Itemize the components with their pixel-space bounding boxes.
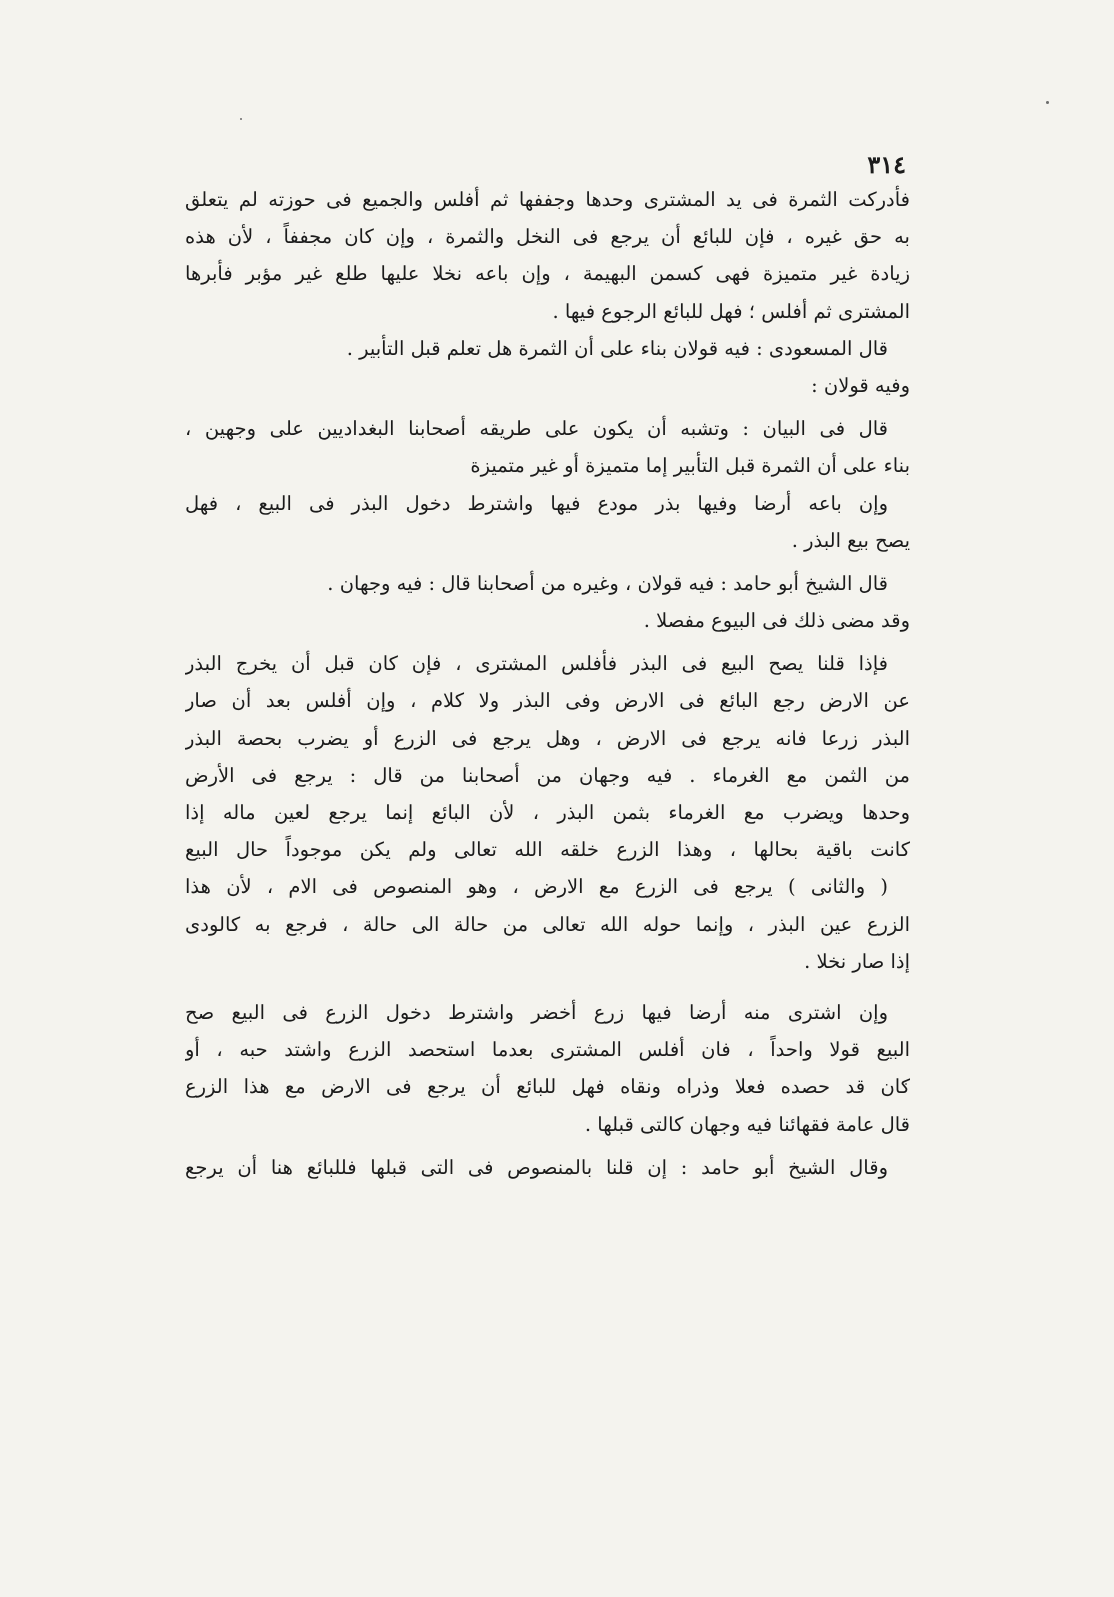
text-line: قال عامة فقهائنا فيه وجهان كالتى قبلها . xyxy=(584,1112,910,1136)
text-line: الزرع عين البذر ، وإنما حوله الله تعالى من حالة الى حالة ، فرجع به كالودى xyxy=(185,912,910,936)
page-number: ٣١٤ xyxy=(867,150,906,179)
page-text xyxy=(185,181,910,1186)
document-page xyxy=(185,150,910,1186)
text-line: وقال الشيخ أبو حامد : إن قلنا بالمنصوص فى التى قبلها فللبائع هنا أن يرجع xyxy=(185,1155,888,1179)
text-line: يصح بيع البذر . xyxy=(791,528,910,552)
text-line: البيع قولا واحداً ، فان أفلس المشترى بعدما استحصد الزرع واشتد حبه ، أو xyxy=(185,1038,910,1062)
text-line: ( والثانى ) يرجع فى الزرع مع الارض ، وهو المنصوص فى الام ، لأن هذا xyxy=(185,875,888,899)
text-line: المشترى ثم أفلس ؛ فهل للبائع الرجوع فيها . xyxy=(552,299,910,323)
text-line: وفيه قولان : xyxy=(811,373,910,397)
text-line: وحدها ويضرب مع الغرماء بثمن البذر ، لأن البائع إنما يرجع لعين ماله إذا xyxy=(185,801,910,824)
scan-speck xyxy=(240,118,242,120)
text-line: بناء على أن الثمرة قبل التأبير إما متميزة أو غير متميزة xyxy=(470,454,910,478)
text-line: قال المسعودى : فيه قولان بناء على أن الثمرة هل تعلم قبل التأبير . xyxy=(346,336,888,360)
text-line: فإذا قلنا يصح البيع فى البذر فأفلس المشترى ، فإن كان قبل أن يخرج البذر xyxy=(185,652,888,676)
text-line: قال الشيخ أبو حامد : فيه قولان ، وغيره من أصحابنا قال : فيه وجهان . xyxy=(327,571,888,595)
text-line: إذا صار نخلا . xyxy=(804,949,910,973)
text-line: كانت باقية بحالها ، وهذا الزرع خلقه الله تعالى ولم يكن موجوداً حال البيع xyxy=(185,838,910,862)
text-line: فأدركت الثمرة فى يد المشترى وحدها وجففها ثم أفلس والجميع فى حوزته لم يتعلق xyxy=(185,188,910,211)
text-line: عن الارض رجع البائع فى الارض وفى البذر ولا كلام ، وإن أفلس بعد أن صار xyxy=(185,689,910,713)
text-line: وقد مضى ذلك فى البيوع مفصلا . xyxy=(643,609,910,633)
text-line: البذر زرعا فانه يرجع فى الارض ، وهل يرجع فى الزرع أو يضرب بحصة البذر xyxy=(185,726,910,750)
text-line: زيادة غير متميزة فهى كسمن البهيمة ، وإن باعه نخلا عليها طلع غير مؤبر فأبرها xyxy=(185,262,910,286)
text-line: قال فى البيان : وتشبه أن يكون على طريقه أصحابنا البغداديين على وجهين ، xyxy=(185,417,888,441)
text-line: به حق غيره ، فإن للبائع أن يرجع فى النخل والثمرة ، وإن كان مجففاً ، لأن هذه xyxy=(185,225,910,249)
text-line: كان قد حصده فعلا وذراه ونقاه فهل للبائع أن يرجع فى الارض مع هذا الزرع xyxy=(185,1075,910,1099)
text-line: من الثمن مع الغرماء . فيه وجهان من أصحابنا من قال : يرجع فى الأرض xyxy=(185,763,910,787)
text-line: وإن اشترى منه أرضا فيها زرع أخضر واشترط دخول الزرع فى البيع صح xyxy=(185,1000,888,1024)
text-line: وإن باعه أرضا وفيها بذر مودع فيها واشترط دخول البذر فى البيع ، فهل xyxy=(185,491,888,515)
scan-speck xyxy=(1046,101,1049,104)
